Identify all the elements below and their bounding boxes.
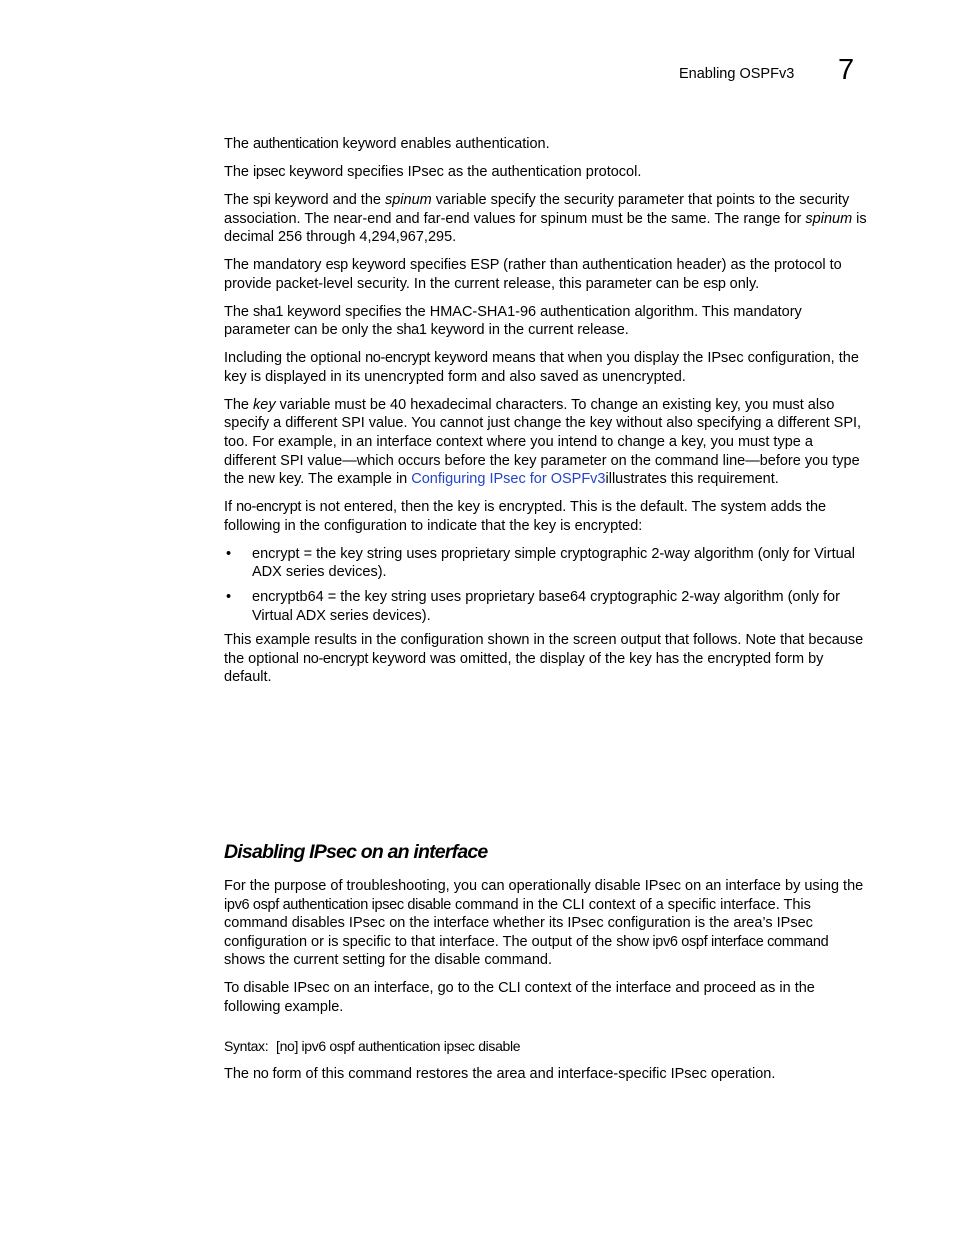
keyword: no [253,1065,269,1082]
keyword: sha1 [396,322,427,339]
bullet-list [224,545,869,625]
keyword: no-encrypt [303,650,369,667]
keyword: no-encrypt [365,350,431,367]
keyword: esp [325,257,348,274]
paragraph-spi: The spi keyword and the spinum variable specify the security parameter that points to the security association. The near-end and far-end values for spinum must be the same. The range for spinum is decimal 256 through 4,294,967,295. [224,191,867,246]
section-disabling-ipsec [224,877,869,1093]
paragraph-example: This example results in the configuration shown in the screen output that follows. Note that because the optional no-encrypt keyword was omitted, the display of the key has the encrypted form by default. [224,632,864,686]
command: show ipv6 ospf interface command [616,933,829,950]
syntax-line [224,1037,869,1056]
paragraph-default-encrypt: If no-encrypt is not entered, then the key is encrypted. This is the default. The system adds the following in the configuration to indicate that the key is encrypted: [224,499,827,534]
paragraph-disable-instructions: To disable IPsec on an interface, go to the CLI context of the interface and proceed as in the following example. [224,980,815,1015]
list-item: • encrypt = the key string uses proprietary simple cryptographic 2-way algorithm (only for Virtual ADX series devices). [226,545,855,581]
variable: spinum [384,191,432,208]
keyword: spi [253,191,271,208]
configuring-ipsec-link[interactable]: Configuring IPsec for OSPFv3 [411,471,606,488]
section-heading: Disabling IPsec on an interface [224,841,488,863]
section-title: Enabling OSPFv3 [679,66,795,82]
syntax-command: [no] ipv6 ospf authentication ipsec disable [276,1037,521,1054]
variable: key [253,396,276,413]
syntax-label: Syntax: [224,1037,269,1054]
paragraph-no-form: The no form of this command restores the area and interface-specific IPsec operation. [224,1065,776,1082]
keyword: no-encrypt [236,499,302,516]
keyword: authentication [253,136,339,152]
main-content [224,135,869,696]
paragraph-troubleshooting: For the purpose of troubleshooting, you can operationally disable IPsec on an interface by using the ipv6 ospf authentication ipsec disable command in the CLI context of a specific interface. This command disables IPsec on the interface whether its IPsec configuration is the area’s IPsec configuration or is specific to that interface. The output of the show ipv6 ospf interface command shows the current setting for the disable command. [224,878,864,969]
list-item: • encryptb64 = the key string uses proprietary base64 cryptographic 2-way algorithm (only for Virtual ADX series devices). [226,589,840,624]
paragraph-authentication: The authentication keyword enables authentication. [224,136,550,152]
keyword: sha1 [253,303,284,320]
bullet-icon: • [226,589,232,605]
chapter-number: 7 [838,54,855,86]
command: ipv6 ospf authentication ipsec disable [224,896,451,913]
bullet-icon: • [226,545,232,562]
paragraph-ipsec: The ipsec keyword specifies IPsec as the authentication protocol. [224,163,642,180]
paragraph-key: The key variable must be 40 hexadecimal characters. To change an existing key, you must also specify a different SPI value. You cannot just change the key without also specifying a different SPI, too. For example, in an interface context where you intend to change a key, you must type a different SPI value—which occurs before the key parameter on the command line—before you type the new key. The example in Configuring IPsec for OSPFv3illustrates this requirement. [224,396,862,488]
keyword: ipsec [253,163,286,180]
keyword: esp [703,275,726,292]
paragraph-esp: The mandatory esp keyword specifies ESP (rather than authentication header) as the protocol to provide packet-level security. In the current release, this parameter can be esp only. [224,257,842,292]
paragraph-sha1: The sha1 keyword specifies the HMAC-SHA1-96 authentication algorithm. This mandatory parameter can be only the sha1 keyword in the current release. [224,303,802,339]
variable: spinum [805,210,853,227]
paragraph-no-encrypt: Including the optional no-encrypt keyword means that when you display the IPsec configuration, the key is displayed in its unencrypted form and also saved as unencrypted. [224,350,859,385]
